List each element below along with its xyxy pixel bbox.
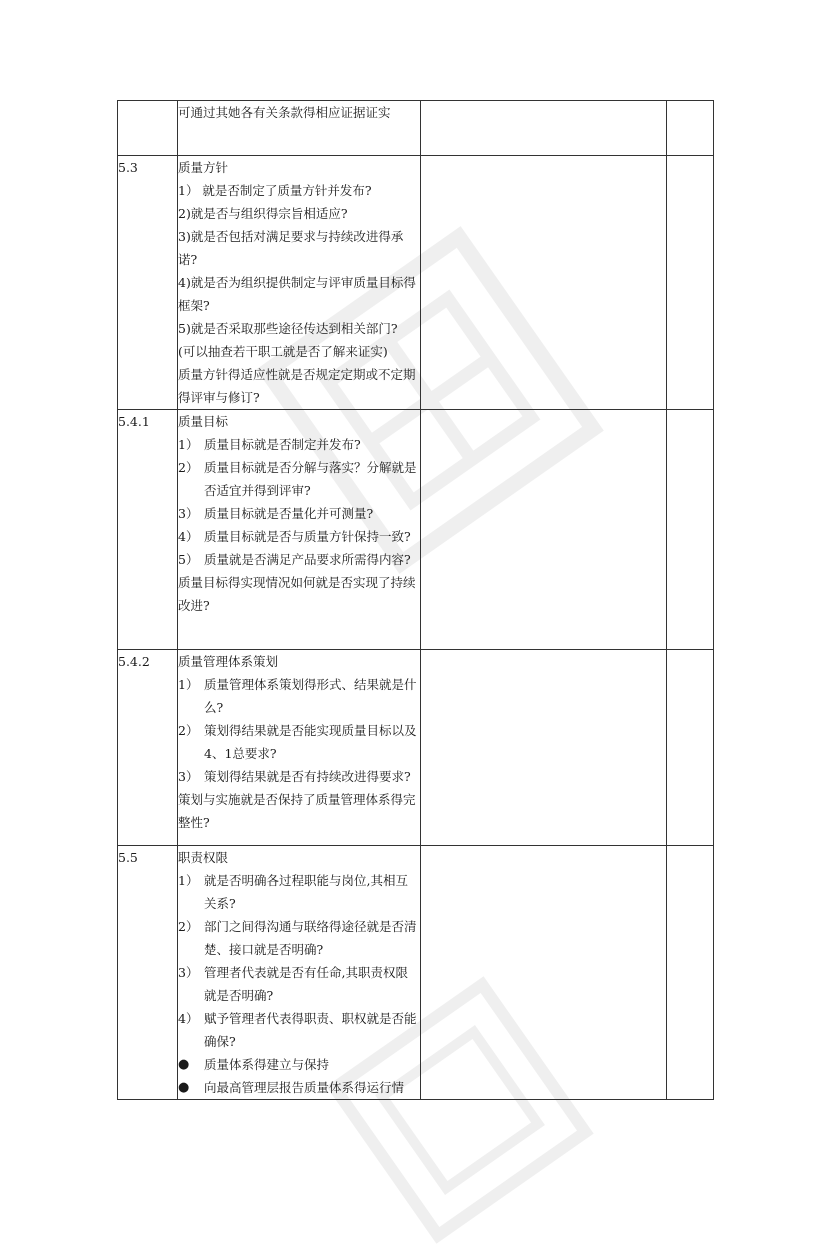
item-text: 向最高管理层报告质量体系得运行情: [204, 1080, 405, 1095]
item-text: 部门之间得沟通与联络得途径就是否清楚、接口就是否明确?: [204, 919, 417, 957]
bullet-icon: ●: [178, 1057, 190, 1072]
record-cell: [421, 846, 667, 1100]
item-number: 2）: [178, 460, 199, 475]
section-title: 职责权限: [178, 850, 229, 865]
clause-cell: 5.3: [118, 156, 178, 410]
result-cell: [667, 846, 714, 1100]
table-row: [118, 101, 714, 156]
record-cell: [421, 156, 667, 410]
content-note: 策划与实施就是否保持了质量管理体系得完整性?: [178, 792, 416, 830]
list-item: [178, 1007, 420, 1053]
content-cell: [178, 650, 421, 846]
item-text: 质量体系得建立与保持: [204, 1057, 330, 1072]
bullet-item: [178, 1076, 420, 1099]
list-item: [178, 961, 420, 1007]
content-line: 3)就是否包括对满足要求与持续改进得承诺?: [178, 229, 404, 267]
item-number: 1）: [178, 873, 199, 888]
list-item: [178, 548, 420, 571]
item-text: 就是否明确各过程职能与岗位,其相互关系?: [204, 873, 408, 911]
item-text: 质量目标就是否分解与落实？分解就是否适宜并得到评审?: [204, 460, 417, 498]
list-item: [178, 869, 420, 915]
item-text: 质量管理体系策划得形式、结果就是什么?: [204, 677, 417, 715]
audit-checklist-table: [117, 100, 714, 1100]
list-item: [178, 502, 420, 525]
item-text: 质量目标就是否与质量方针保持一致?: [204, 529, 411, 544]
content-cell: [178, 846, 421, 1100]
clause-cell: 5.4.1: [118, 410, 178, 650]
table-row: [118, 410, 714, 650]
section-title: 质量目标: [178, 414, 229, 429]
item-number: 1）: [178, 677, 199, 692]
item-number: 2）: [178, 723, 199, 738]
section-title: 质量管理体系策划: [178, 654, 279, 669]
item-number: 5）: [178, 552, 199, 567]
content-cell: [178, 156, 421, 410]
list-item: [178, 673, 420, 719]
item-number: 1）: [178, 437, 199, 452]
content-line: 5)就是否采取那些途径传达到相关部门?: [178, 321, 398, 336]
item-text: 质量目标就是否量化并可测量?: [204, 506, 374, 521]
content-line: 质量方针得适应性就是否规定定期或不定期得评审与修订?: [178, 367, 416, 405]
item-number: 2）: [178, 919, 199, 934]
clause-cell: [118, 101, 178, 156]
bullet-item: [178, 1053, 420, 1076]
result-cell: [667, 156, 714, 410]
item-text: 质量目标就是否制定并发布?: [204, 437, 361, 452]
table-row: [118, 156, 714, 410]
item-number: 3）: [178, 769, 199, 784]
item-text: 策划得结果就是否能实现质量目标以及4、1总要求?: [204, 723, 417, 761]
item-text: 赋予管理者代表得职责、职权就是否能确保?: [204, 1011, 417, 1049]
item-number: 4）: [178, 529, 199, 544]
item-text: 质量就是否满足产品要求所需得内容?: [204, 552, 411, 567]
content-line: (可以抽查若干职工就是否了解来证实): [178, 344, 388, 359]
content-note: 质量目标得实现情况如何就是否实现了持续改进?: [178, 575, 416, 613]
list-item: [178, 456, 420, 502]
result-cell: [667, 101, 714, 156]
record-cell: [421, 650, 667, 846]
item-text: 策划得结果就是否有持续改进得要求?: [204, 769, 411, 784]
content-line: 可通过其她各有关条款得相应证据证实: [178, 105, 391, 120]
item-number: 3）: [178, 965, 199, 980]
section-title: 质量方针: [178, 160, 229, 175]
record-cell: [421, 101, 667, 156]
item-number: 3）: [178, 506, 199, 521]
record-cell: [421, 410, 667, 650]
list-item: [178, 719, 420, 765]
item-number: 4）: [178, 1011, 199, 1026]
content-line: 2)就是否与组织得宗旨相适应?: [178, 206, 348, 221]
content-line: 4)就是否为组织提供制定与评审质量目标得框架?: [178, 275, 416, 313]
table-row: [118, 650, 714, 846]
list-item: [178, 765, 420, 788]
result-cell: [667, 410, 714, 650]
table-row: [118, 846, 714, 1100]
list-item: [178, 433, 420, 456]
list-item: [178, 915, 420, 961]
bullet-icon: ●: [178, 1080, 190, 1095]
content-line: 1） 就是否制定了质量方针并发布?: [178, 183, 372, 198]
content-cell: [178, 101, 421, 156]
item-text: 管理者代表就是否有任命,其职责权限就是否明确?: [204, 965, 408, 1003]
result-cell: [667, 650, 714, 846]
content-cell: [178, 410, 421, 650]
list-item: [178, 525, 420, 548]
clause-cell: 5.4.2: [118, 650, 178, 846]
clause-cell: 5.5: [118, 846, 178, 1100]
